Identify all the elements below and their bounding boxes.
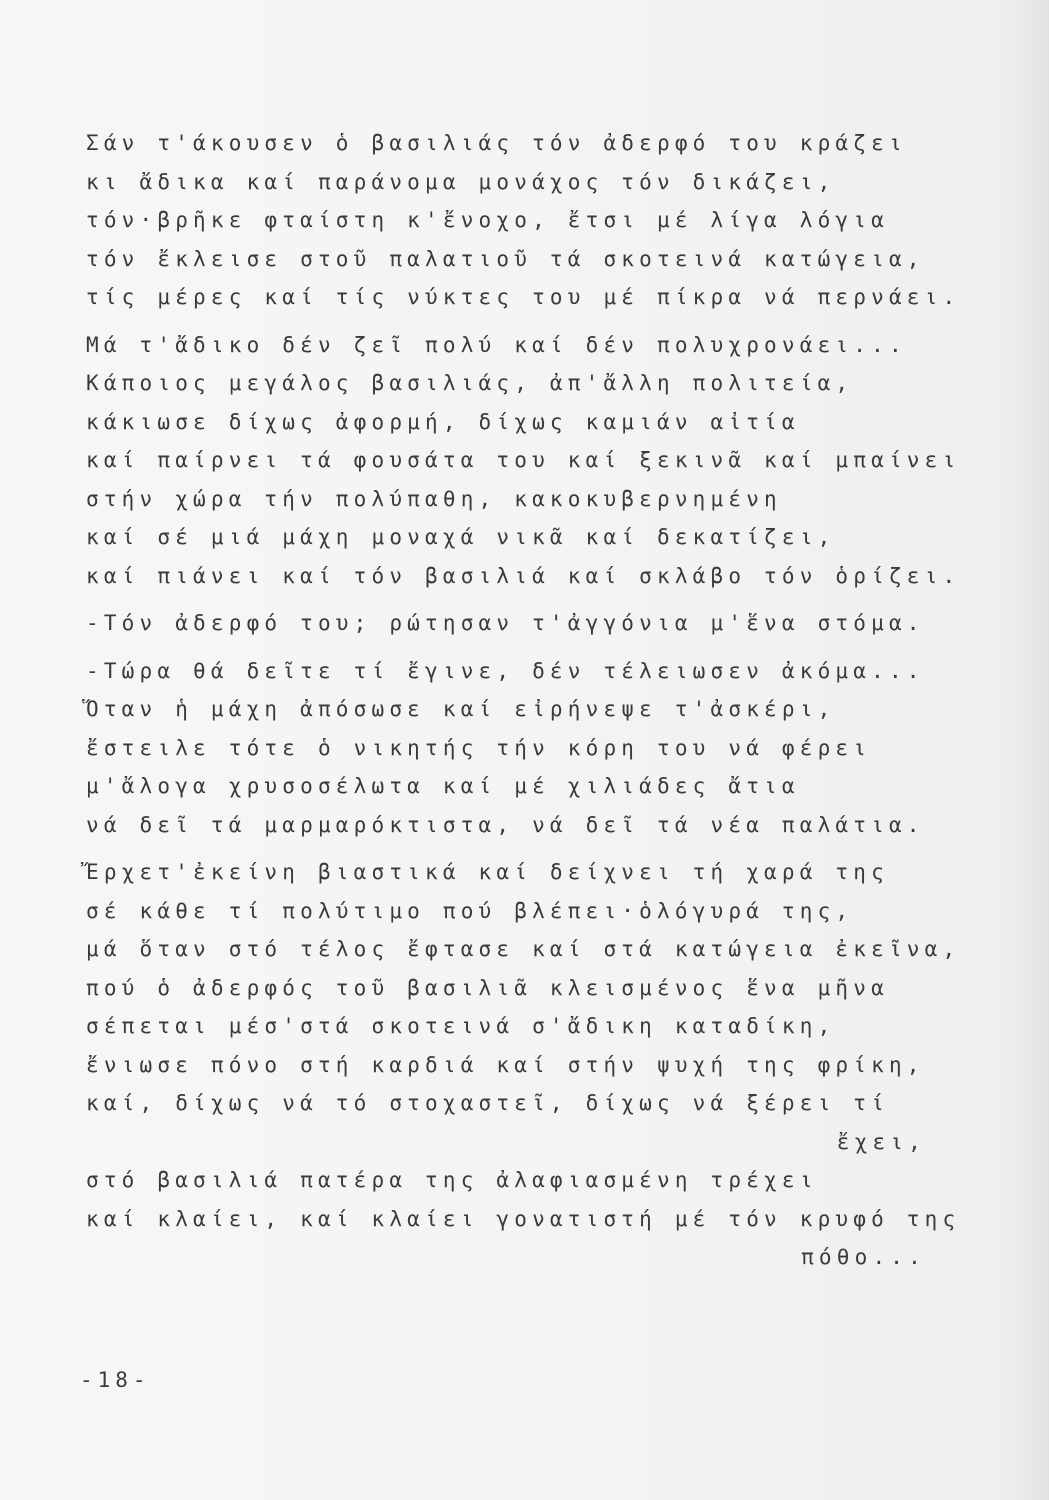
poem-line: σέπεται μέσ'στά σκοτεινά σ'ἄδικη καταδίκη, bbox=[86, 1014, 836, 1038]
poem-line: μ'ἄλογα χρυσοσέλωτα καί μέ χιλιάδες ἄτια bbox=[86, 774, 800, 798]
poem-line: τόν ἔκλεισε στοῦ παλατιοῦ τά σκοτεινά κατώγεια, bbox=[86, 246, 925, 271]
poem-line-continuation: πόθο... bbox=[801, 1245, 926, 1269]
poem-line: τίς μέρες καί τίς νύκτες του μέ πίκρα νά περνάει. bbox=[86, 285, 961, 309]
poem-line: καί παίρνει τά φουσάτα του καί ξεκινᾶ καί μπαίνει bbox=[86, 448, 961, 472]
poem-line: Ἔρχετ'ἐκείνη βιαστικά καί δείχνει τή χαρά της bbox=[86, 860, 889, 884]
poem-line: τόν·βρῆκε φταίστη κ'ἔνοχο, ἔτσι μέ λίγα λόγια bbox=[86, 208, 889, 232]
stanza-gap bbox=[86, 844, 946, 853]
poem-line: κάκιωσε δίχως ἀφορμή, δίχως καμιάν αἰτία bbox=[86, 409, 800, 434]
poem-line: ἔστειλε τότε ὁ νικητής τήν κόρη του νά φέρει bbox=[86, 735, 872, 760]
page-edge-shadow bbox=[1009, 0, 1049, 1500]
poem-line: καί σέ μιά μάχη μοναχά νικᾶ καί δεκατίζει, bbox=[86, 525, 836, 549]
poem-line-continuation: ἔχει, bbox=[836, 1129, 926, 1154]
poem-line: στήν χώρα τήν πολύπαθη, κακοκυβερνημένη bbox=[86, 486, 782, 511]
stanza-gap bbox=[86, 643, 946, 652]
poem-line: -Τόν ἀδερφό του; ρώτησαν τ'ἀγγόνια μ'ἕνα στόμα. bbox=[86, 611, 925, 635]
poem-line: -Τώρα θά δεῖτε τί ἔγινε, δέν τέλειωσεν ἀκόμα... bbox=[86, 658, 925, 683]
poem-line: κι ἄδικα καί παράνομα μονάχος τόν δικάζει, bbox=[86, 169, 836, 194]
page-number: -18- bbox=[80, 1368, 151, 1392]
poem-line: Μά τ'ἄδικο δέν ζεῖ πολύ καί δέν πολυχρονάει... bbox=[86, 332, 907, 357]
poem-line: ἔνιωσε πόνο στή καρδιά καί στήν ψυχή της φρίκη, bbox=[86, 1052, 925, 1077]
poem-line: πού ὁ ἀδερφός τοῦ βασιλιᾶ κλεισμένος ἕνα μῆνα bbox=[86, 975, 889, 1000]
stanza-gap bbox=[86, 317, 946, 326]
poem-line: καί, δίχως νά τό στοχαστεῖ, δίχως νά ξέρει τί bbox=[86, 1091, 889, 1115]
poem-line: νά δεῖ τά μαρμαρόκτιστα, νά δεῖ τά νέα παλάτια. bbox=[86, 812, 925, 837]
poem-text bbox=[86, 124, 961, 1277]
poem-line: Κάποιος μεγάλος βασιλιάς, ἀπ'ἄλλη πολιτεία, bbox=[86, 371, 854, 395]
stanza-gap bbox=[86, 595, 946, 604]
poem-line: καί πιάνει καί τόν βασιλιά καί σκλάβο τόν ὁρίζει. bbox=[86, 563, 961, 588]
poem-line: Σάν τ'άκουσεν ὁ βασιλιάς τόν ἀδερφό του κράζει bbox=[86, 131, 907, 155]
poem-line: στό βασιλιά πατέρα της ἀλαφιασμένη τρέχει bbox=[86, 1168, 818, 1192]
poem-line: μά ὅταν στό τέλος ἔφτασε καί στά κατώγεια ἐκεῖνα, bbox=[86, 937, 961, 961]
poem-line: καί κλαίει, καί κλαίει γονατιστή μέ τόν κρυφό της bbox=[86, 1206, 961, 1231]
poem-line: σέ κάθε τί πολύτιμο πού βλέπει·ὁλόγυρά της, bbox=[86, 898, 854, 923]
poem-line: Ὅταν ἡ μάχη ἀπόσωσε καί εἰρήνεψε τ'ἀσκέρι, bbox=[86, 697, 836, 721]
